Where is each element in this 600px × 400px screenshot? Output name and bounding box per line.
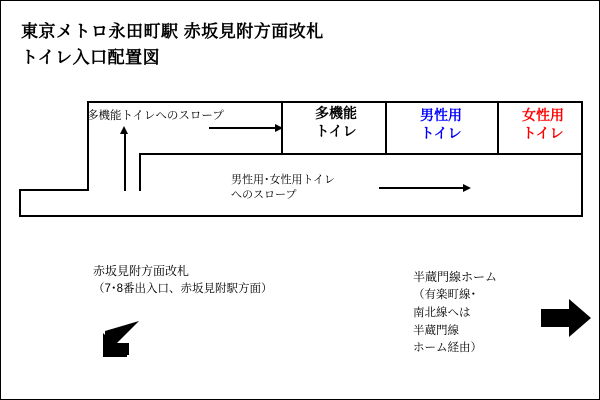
arrow-slope-multipurpose-line	[209, 127, 277, 129]
title-line-1: 東京メトロ永田町駅 赤坂見附方面改札	[21, 22, 324, 41]
room-label-womens-line1: 女性用	[522, 107, 564, 123]
page-title	[21, 19, 324, 70]
wall-top-main	[87, 101, 583, 103]
direction-left-text	[93, 263, 273, 298]
room-label-womens-line2: トイレ	[522, 124, 564, 141]
note-slope-mens-womens	[231, 173, 335, 203]
note-slope-mens-womens-line2: へのスロープ	[231, 188, 297, 201]
room-label-mens-line1: 男性用	[420, 107, 462, 123]
wall-corridor-top	[139, 153, 283, 155]
note-slope-multipurpose	[87, 109, 224, 125]
room-label-multipurpose	[291, 105, 381, 140]
wall-left-ledge	[19, 189, 89, 191]
direction-left-line1: 赤坂見附方面改札	[93, 264, 190, 278]
wall-right-outer	[581, 101, 583, 217]
direction-left-line2: （7･8番出入口、赤坂見附駅方面）	[93, 283, 273, 296]
room-label-mens	[391, 107, 491, 142]
arrow-up-line	[124, 133, 126, 191]
note-slope-multipurpose-text: 多機能トイレへのスロープ	[87, 110, 224, 122]
direction-right-text	[413, 269, 497, 357]
room-label-multipurpose-line1: 多機能	[315, 105, 357, 121]
direction-left-gate	[93, 263, 273, 298]
direction-right-line4: 半蔵門線	[413, 324, 459, 337]
wall-partition-women-left	[497, 101, 499, 155]
room-label-multipurpose-line2: トイレ	[315, 122, 357, 139]
direction-right-line5: ホーム経由）	[413, 342, 482, 355]
arrow-up-head	[120, 126, 128, 134]
note-slope-mens-womens-line1: 男性用･女性用トイレ	[231, 174, 335, 186]
wall-rooms-bottom	[281, 153, 583, 155]
direction-right-line1: 半蔵門線ホーム	[413, 270, 498, 284]
direction-right-line2: （有楽町線･	[413, 289, 477, 302]
wall-partition-men-left	[385, 101, 387, 155]
wall-left-step	[19, 189, 21, 217]
wall-corridor-left	[139, 153, 141, 191]
arrow-slope-mens-womens-head	[463, 184, 471, 192]
arrow-slope-multipurpose-head	[275, 124, 283, 132]
arrow-right-icon	[541, 295, 593, 341]
room-label-womens	[505, 107, 581, 142]
room-label-mens-line2: トイレ	[420, 124, 462, 141]
arrow-slope-mens-womens-line	[379, 187, 465, 189]
direction-right-platform	[413, 269, 497, 357]
direction-right-line3: 南北線へは	[413, 307, 471, 320]
wall-bottom-main	[19, 215, 583, 217]
floor-plan-diagram	[19, 93, 583, 228]
arrow-down-left-icon	[93, 321, 145, 367]
title-line-2: トイレ入口配置図	[21, 47, 161, 67]
